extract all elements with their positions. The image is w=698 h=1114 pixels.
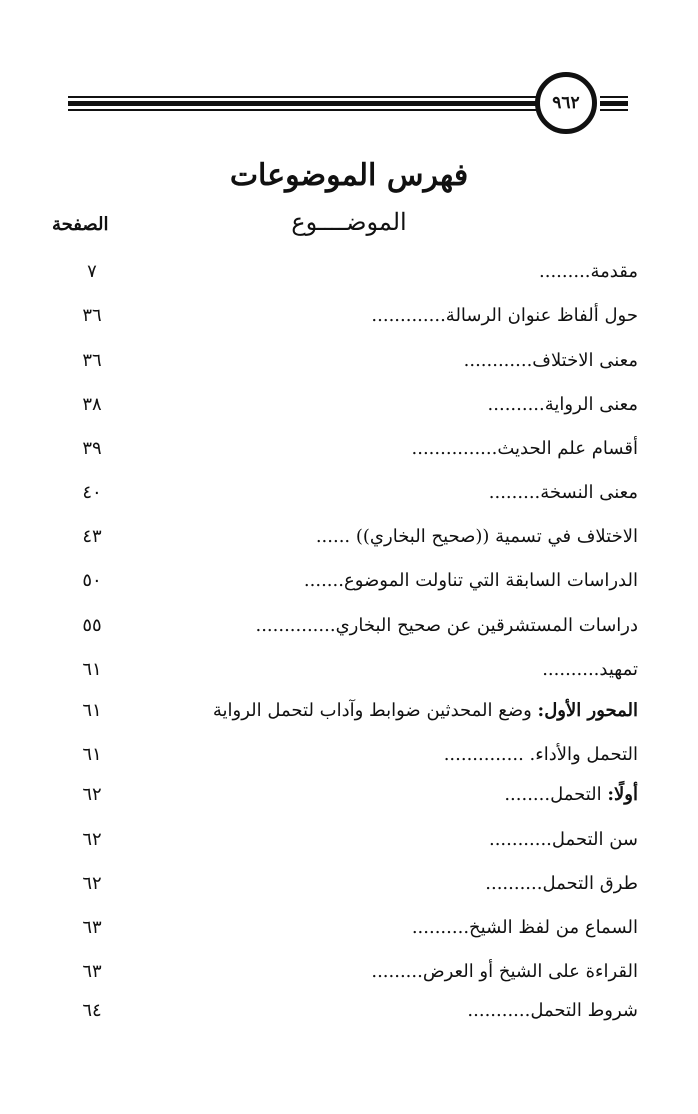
toc-entry bbox=[60, 611, 638, 641]
toc-entry bbox=[60, 913, 638, 943]
toc-entry-page: ٦٢ bbox=[82, 784, 102, 805]
toc-entry bbox=[60, 478, 638, 508]
toc-entry-title bbox=[213, 696, 638, 726]
toc-entry-text: التحمل........ bbox=[504, 784, 608, 805]
toc-entry bbox=[60, 740, 638, 770]
toc-entry-title: حول ألفاظ عنوان الرسالة............. bbox=[371, 305, 638, 326]
toc-entry-page: ٣٦ bbox=[82, 350, 102, 371]
toc-entry bbox=[60, 566, 638, 596]
toc-entry-page: ٣٦ bbox=[82, 305, 102, 326]
toc-entry-title: أقسام علم الحديث............... bbox=[411, 438, 638, 459]
toc-entry-page: ٤٠ bbox=[82, 482, 102, 503]
page-column-header: الصفحة bbox=[52, 214, 109, 235]
toc-entry bbox=[60, 655, 638, 685]
toc-entry-title: دراسات المستشرقين عن صحيح البخاري.............. bbox=[255, 615, 638, 636]
toc-entry-page: ٦٢ bbox=[82, 873, 102, 894]
toc-entry bbox=[60, 825, 638, 855]
toc-entry bbox=[60, 390, 638, 420]
header-rule bbox=[68, 101, 543, 106]
toc-entry-page: ٦٣ bbox=[82, 961, 102, 982]
topic-column-header: الموضــــوع bbox=[291, 208, 407, 236]
toc-entry-page: ٦٣ bbox=[82, 917, 102, 938]
header-rule-stub bbox=[600, 96, 628, 98]
toc-entry bbox=[60, 346, 638, 376]
toc-entry-page: ٥٠ bbox=[82, 570, 102, 591]
toc-entry-page: ٦١ bbox=[82, 744, 102, 765]
toc-entry-page: ٤٣ bbox=[82, 526, 102, 547]
toc-entry bbox=[60, 434, 638, 464]
toc-entry-title: التحمل والأداء. .............. bbox=[443, 744, 638, 765]
toc-entry bbox=[60, 696, 638, 726]
toc-entry-title: معنى النسخة......... bbox=[488, 482, 638, 503]
toc-entry-heading: أولًا: bbox=[607, 784, 638, 805]
toc-entry-title: طرق التحمل.......... bbox=[485, 873, 638, 894]
toc-entry-title bbox=[504, 780, 638, 810]
toc-entry-page: ٣٩ bbox=[82, 438, 102, 459]
toc-entry bbox=[60, 301, 638, 331]
toc-entry-title: معنى الرواية.......... bbox=[487, 394, 638, 415]
toc-entry-title: السماع من لفظ الشيخ.......... bbox=[411, 917, 638, 938]
toc-entry-page: ٧ bbox=[87, 261, 97, 282]
toc-entry-text: وضع المحدثين ضوابط وآداب لتحمل الرواية bbox=[212, 700, 538, 721]
toc-entry-title: القراءة على الشيخ أو العرض......... bbox=[371, 961, 638, 982]
toc-entry-page: ٦١ bbox=[82, 700, 102, 721]
page-title: فهرس الموضوعات bbox=[229, 158, 469, 193]
page-number: ٩٦٢ bbox=[535, 72, 597, 134]
toc-entry bbox=[60, 957, 638, 987]
header-rule bbox=[68, 109, 543, 111]
toc-entry-title: مقدمة......... bbox=[539, 261, 638, 282]
toc-entry bbox=[60, 869, 638, 899]
toc-entry-title: معنى الاختلاف............ bbox=[463, 350, 638, 371]
toc-entry-page: ٦١ bbox=[82, 659, 102, 680]
page-header bbox=[0, 0, 698, 150]
toc-entry-page: ٦٤ bbox=[82, 1000, 102, 1021]
toc-entry bbox=[60, 780, 638, 810]
toc-entry-page: ٥٥ bbox=[82, 615, 102, 636]
toc-entry-title: الاختلاف في تسمية ((صحيح البخاري)) ...... bbox=[315, 526, 638, 547]
toc-entry-title: سن التحمل........... bbox=[488, 829, 638, 850]
toc-entry-page: ٣٨ bbox=[82, 394, 102, 415]
toc-entry bbox=[60, 257, 638, 287]
header-rule bbox=[68, 96, 543, 98]
toc-entry bbox=[60, 996, 638, 1026]
header-rule-stub bbox=[600, 101, 628, 106]
toc-entry-page: ٦٢ bbox=[82, 829, 102, 850]
toc-entry-title: الدراسات السابقة التي تناولت الموضوع....... bbox=[303, 570, 638, 591]
header-rule-stub bbox=[600, 109, 628, 111]
toc-entry-title: تمهيد.......... bbox=[542, 659, 638, 680]
toc-entry-title: شروط التحمل........... bbox=[467, 1000, 638, 1021]
toc-entry-heading: المحور الأول: bbox=[537, 700, 638, 721]
toc-entry bbox=[60, 522, 638, 552]
